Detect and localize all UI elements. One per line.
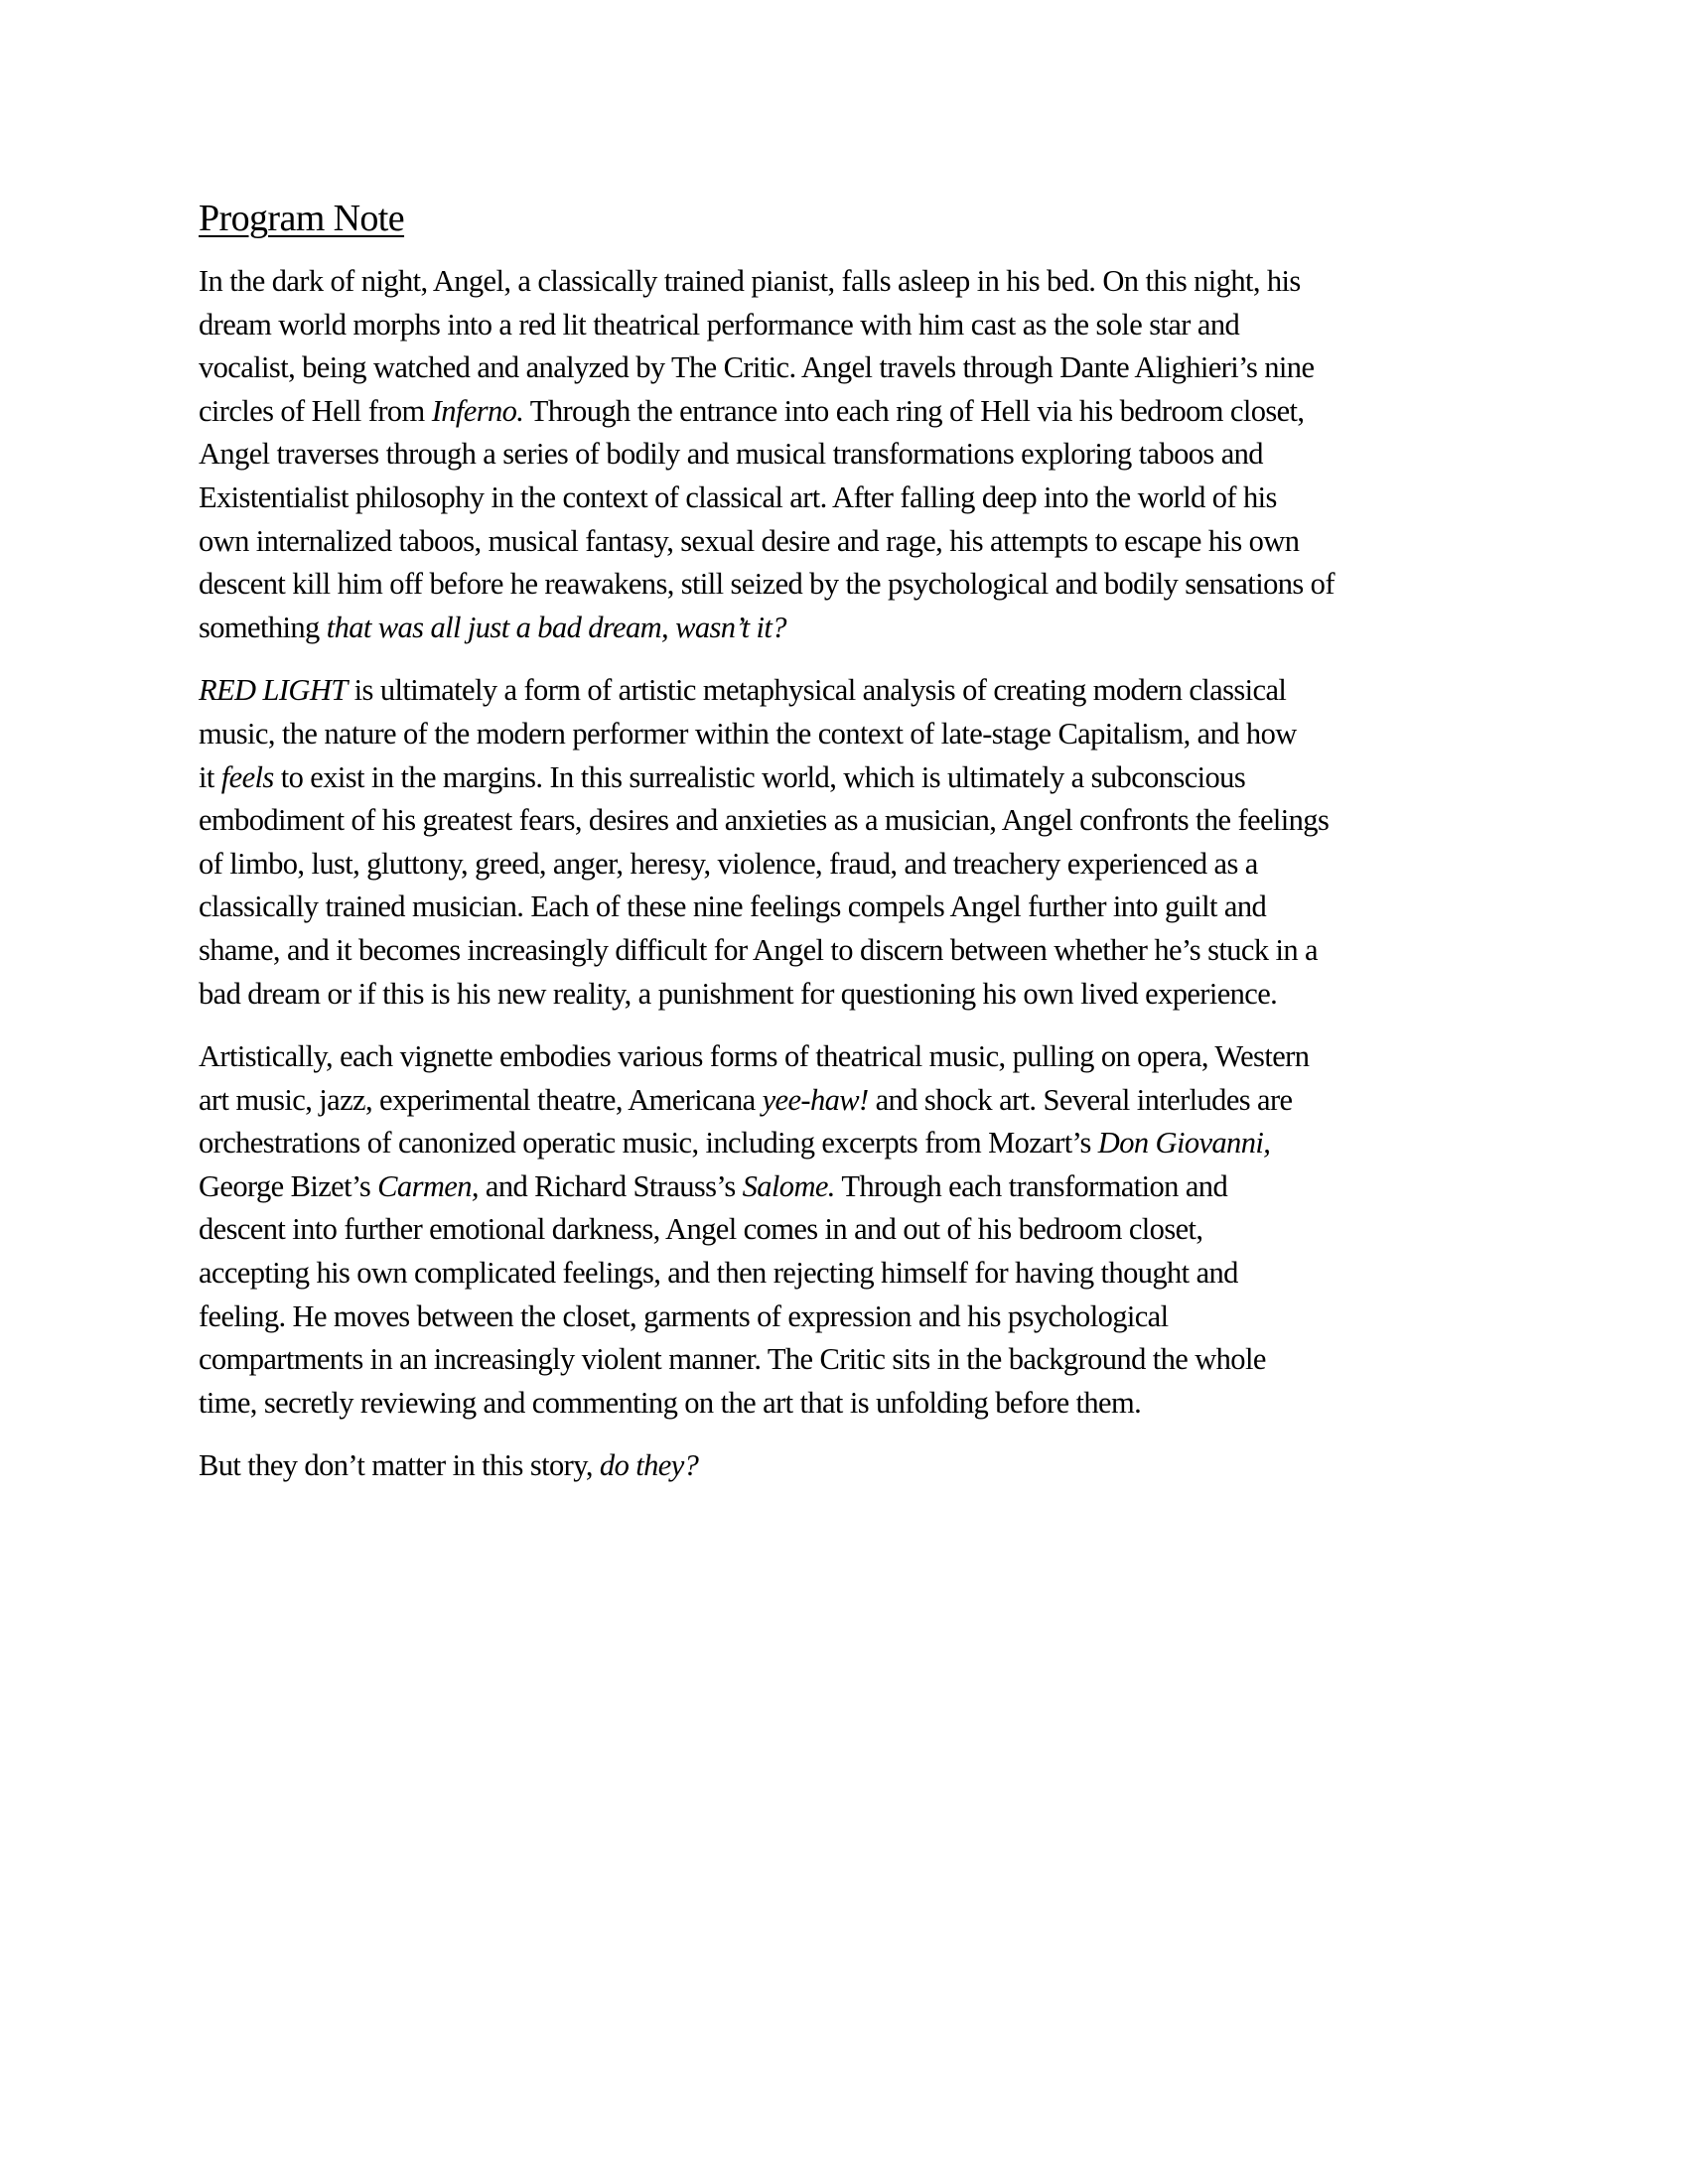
paragraph-artistic <box>199 1035 1489 1425</box>
text-line: But they don’t matter in this story, do they? <box>199 1448 699 1483</box>
text-line: time, secretly reviewing and commenting on the art that is unfolding before them. <box>199 1385 1142 1420</box>
text-line: feeling. He moves between the closet, garments of expression and his psychological <box>199 1298 1169 1333</box>
emphasis-salome: Salome. <box>742 1168 835 1203</box>
program-note-body <box>199 195 1489 1508</box>
text-line: George Bizet’s Carmen, and Richard Strauss’s Salome. Through each transformation and <box>199 1168 1228 1203</box>
text-line: compartments in an increasingly violent manner. The Critic sits in the background the whole <box>199 1342 1266 1377</box>
text-line: Existentialist philosophy in the context of classical art. After falling deep into the world of his <box>199 479 1277 514</box>
emphasis-feels: feels <box>220 759 274 794</box>
emphasis-yee-haw: yee-haw! <box>762 1082 869 1117</box>
text-line: bad dream or if this is his new reality, a punishment for questioning his own lived experience. <box>199 976 1278 1011</box>
text-line: accepting his own complicated feelings, and then rejecting himself for having thought and <box>199 1256 1238 1291</box>
text-line: dream world morphs into a red lit theatrical performance with him cast as the sole star and <box>199 307 1240 341</box>
text-line: music, the nature of the modern performer within the context of late-stage Capitalism, and how <box>199 716 1297 751</box>
text-line: vocalist, being watched and analyzed by The Critic. Angel travels through Dante Alighieri’s nine <box>199 350 1315 385</box>
text-line: orchestrations of canonized operatic music, including excerpts from Mozart’s Don Giovanni, <box>199 1126 1271 1160</box>
paragraph-closing <box>199 1444 1489 1488</box>
text-line: descent kill him off before he reawakens, still seized by the psychological and bodily sensations of <box>199 567 1335 602</box>
text-line: embodiment of his greatest fears, desires and anxieties as a musician, Angel confronts the feelings <box>199 803 1330 838</box>
text-line: something that was all just a bad dream, wasn’t it? <box>199 610 786 644</box>
text-line: art music, jazz, experimental theatre, Americana yee-haw! and shock art. Several interludes are <box>199 1082 1293 1117</box>
emphasis-inferno: Inferno. <box>431 393 524 428</box>
paragraph-red-light <box>199 669 1489 1016</box>
emphasis-red-light: RED LIGHT <box>199 673 348 708</box>
page-title: Program Note <box>199 198 405 239</box>
text-line: shame, and it becomes increasingly difficult for Angel to discern between whether he’s stuck in a <box>199 932 1318 967</box>
text-line: of limbo, lust, gluttony, greed, anger, heresy, violence, fraud, and treachery experienced as a <box>199 846 1258 881</box>
emphasis-do-they: do they? <box>599 1448 699 1483</box>
text-line: RED LIGHT is ultimately a form of artistic metaphysical analysis of creating modern classical <box>199 673 1287 708</box>
text-line: it feels to exist in the margins. In this surrealistic world, which is ultimately a subconscious <box>199 759 1246 794</box>
text-line: classically trained musician. Each of these nine feelings compels Angel further into guilt and <box>199 889 1267 924</box>
emphasis-bad-dream: that was all just a bad dream, wasn’t it? <box>326 610 786 644</box>
text-line: circles of Hell from Inferno. Through the entrance into each ring of Hell via his bedroom closet, <box>199 393 1305 428</box>
emphasis-carmen: Carmen, <box>377 1168 479 1203</box>
paragraph-synopsis <box>199 260 1489 649</box>
text-line: descent into further emotional darkness, Angel comes in and out of his bedroom closet, <box>199 1212 1203 1247</box>
emphasis-don-giovanni: Don Giovanni, <box>1097 1126 1271 1160</box>
text-line: own internalized taboos, musical fantasy, sexual desire and rage, his attempts to escape his own <box>199 523 1300 558</box>
text-line: Angel traverses through a series of bodily and musical transformations exploring taboos and <box>199 437 1263 472</box>
text-line: Artistically, each vignette embodies various forms of theatrical music, pulling on opera, Western <box>199 1039 1310 1074</box>
text-line: In the dark of night, Angel, a classically trained pianist, falls asleep in his bed. On this night, his <box>199 264 1301 298</box>
